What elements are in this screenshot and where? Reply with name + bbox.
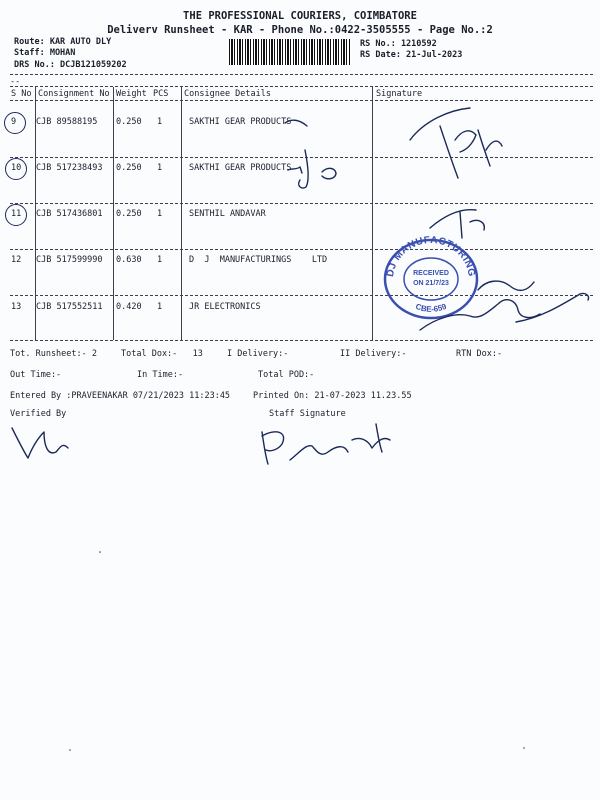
stamp-received-text: RECEIVED (413, 270, 449, 277)
row-sno: 9 (11, 117, 17, 127)
col-consignee: Consignee Details (184, 89, 271, 99)
rs-date: RS Date: 21-Jul-2023 (360, 50, 463, 60)
total-pod: Total POD:- (258, 370, 315, 380)
col-weight: Weight (116, 89, 147, 99)
row-consignee: SENTHIL ANDAVAR (189, 209, 266, 219)
company-title: THE PROFESSIONAL COURIERS, COIMBATORE (183, 10, 417, 22)
row-pcs: 1 (157, 209, 163, 219)
runsheet-subtitle: Deliverv Runsheet - KAR - Phone No.:0422-3505555 - Page No.:2 (107, 24, 493, 36)
row-sno: 12 (11, 255, 22, 265)
staff-signature-label: Staff Signature (269, 409, 346, 419)
row-consignee: SAKTHI GEAR PRODUCTS (189, 117, 292, 127)
rtn-dox: RTN Dox:- (456, 349, 503, 359)
row-pcs: 1 (157, 163, 163, 173)
tot-runsheet: Tot. Runsheet:- 2 (10, 349, 97, 359)
col-sno: S No (11, 89, 32, 99)
row-consignment: CJB 517238493 (36, 163, 103, 173)
route-label: Route: KAR AUTO DLY (14, 37, 112, 47)
out-time: Out Time:- (10, 370, 62, 380)
row-consignment: CJB 89588195 (36, 117, 98, 127)
row-pcs: 1 (157, 302, 163, 312)
row-sno: 11 (11, 209, 22, 219)
row-weight: 0.250 (116, 209, 142, 219)
i-delivery: I Delivery:- (227, 349, 289, 359)
row-pcs: 1 (157, 255, 163, 265)
staff-label: Staff: MOHAN (14, 48, 76, 58)
stamp-location-text: CBE-659 (414, 301, 448, 314)
row-consignment: CJB 517552511 (36, 302, 103, 312)
row-weight: 0.420 (116, 302, 142, 312)
rs-number: RS No.: 1210592 (360, 39, 437, 49)
printed-on: Printed On: 21-07-2023 11.23.55 (253, 391, 412, 401)
row-consignment: CJB 517436801 (36, 209, 103, 219)
row-consignee: JR ELECTRONICS (189, 302, 261, 312)
row-sno: 10 (11, 163, 22, 173)
col-signature: Signature (376, 89, 423, 99)
row-weight: 0.630 (116, 255, 142, 265)
row-sno: 13 (11, 302, 22, 312)
in-time: In Time:- (137, 370, 184, 380)
stamp-company-text: DJ MANUFACTURING (385, 234, 477, 278)
verified-by-label: Verified By (10, 409, 67, 419)
ii-delivery: II Delivery:- (340, 349, 407, 359)
col-consignment: Consignment No (38, 89, 110, 99)
row-consignment: CJB 517599990 (36, 255, 103, 265)
row-consignee: SAKTHI GEAR PRODUCTS (189, 163, 292, 173)
row-consignee: D J MANUFACTURINGS LTD (189, 255, 328, 265)
row-weight: 0.250 (116, 163, 142, 173)
col-pcs: PCS (153, 89, 169, 99)
row-weight: 0.250 (116, 117, 142, 127)
drs-number: DRS No.: DCJB121059202 (14, 60, 127, 70)
row-pcs: 1 (157, 117, 163, 127)
entered-by: Entered By :PRAVEENAKAR 07/21/2023 11:23:45 (10, 391, 231, 401)
stamp-date-text: ON 21/7/23 (413, 280, 449, 287)
total-dox: Total Dox:- 13 (121, 349, 203, 359)
